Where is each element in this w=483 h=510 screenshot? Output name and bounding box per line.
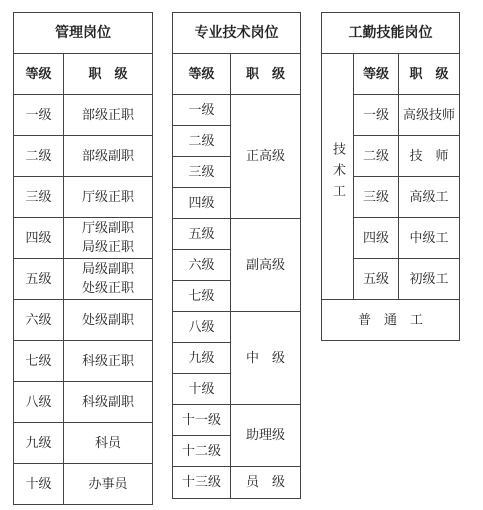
title-line-1: 厅级副职 (81, 221, 134, 236)
group-cell: 员 级 (231, 467, 301, 499)
group-cell: 助理级 (231, 405, 301, 467)
worker-grade-header: 等级 (354, 54, 399, 95)
group-cell: 中 级 (231, 312, 301, 405)
worker-table (321, 12, 460, 341)
table-row (173, 219, 301, 250)
table-row (14, 259, 153, 300)
grade-cell: 九级 (173, 343, 231, 374)
grade-cell: 五级 (354, 259, 399, 300)
grade-cell: 三级 (354, 177, 399, 218)
grade-cell: 六级 (173, 250, 231, 281)
grade-cell: 七级 (14, 341, 64, 382)
grade-cell: 二级 (354, 136, 399, 177)
category-label: 技术工 (330, 142, 345, 205)
table-row (14, 136, 153, 177)
table-row (14, 218, 153, 259)
professional-title: 专业技术岗位 (173, 13, 301, 54)
grade-cell: 六级 (14, 300, 64, 341)
title-cell: 高级技师 (399, 95, 460, 136)
grade-cell: 五级 (173, 219, 231, 250)
title-cell: 高级工 (399, 177, 460, 218)
title-cell: 科员 (64, 423, 153, 464)
grade-cell: 十三级 (173, 467, 231, 499)
grade-cell: 四级 (14, 218, 64, 259)
title-line-1: 局级副职 (81, 262, 134, 277)
table-row (173, 467, 301, 499)
management-table (13, 12, 153, 505)
grade-cell: 三级 (173, 157, 231, 188)
grade-cell: 七级 (173, 281, 231, 312)
grade-cell: 三级 (14, 177, 64, 218)
grade-cell: 十级 (14, 464, 64, 505)
grade-cell: 九级 (14, 423, 64, 464)
general-worker-cell: 普 通 工 (322, 300, 460, 341)
grade-cell: 四级 (354, 218, 399, 259)
professional-title-header: 职 级 (231, 54, 301, 95)
title-cell: 技 师 (399, 136, 460, 177)
table-row (14, 423, 153, 464)
group-cell: 副高级 (231, 219, 301, 312)
grade-cell: 二级 (14, 136, 64, 177)
management-grade-header: 等级 (14, 54, 64, 95)
professional-table (172, 12, 301, 499)
title-cell: 部级正职 (64, 95, 153, 136)
grade-cell: 五级 (14, 259, 64, 300)
title-cell (64, 218, 153, 259)
grade-cell: 八级 (173, 312, 231, 343)
management-title-header: 职 级 (64, 54, 153, 95)
grade-cell: 十二级 (173, 436, 231, 467)
group-cell: 正高级 (231, 95, 301, 219)
title-cell: 初级工 (399, 259, 460, 300)
title-cell: 办事员 (64, 464, 153, 505)
management-title: 管理岗位 (14, 13, 153, 54)
grade-cell: 二级 (173, 126, 231, 157)
category-cell (322, 54, 354, 300)
title-cell: 科级正职 (64, 341, 153, 382)
professional-grade-header: 等级 (173, 54, 231, 95)
grade-cell: 四级 (173, 188, 231, 219)
title-line-2: 处级正职 (81, 281, 134, 296)
grade-cell: 一级 (173, 95, 231, 126)
title-cell: 中级工 (399, 218, 460, 259)
table-row (322, 54, 460, 95)
grade-cell: 十级 (173, 374, 231, 405)
grade-cell: 十一级 (173, 405, 231, 436)
worker-title: 工勤技能岗位 (322, 13, 460, 54)
table-row (173, 405, 301, 436)
table-row (173, 95, 301, 126)
grade-cell: 八级 (14, 382, 64, 423)
title-cell: 部级副职 (64, 136, 153, 177)
title-cell: 科级副职 (64, 382, 153, 423)
worker-title-header: 职 级 (399, 54, 460, 95)
table-row (14, 95, 153, 136)
table-row (14, 300, 153, 341)
title-cell: 厅级正职 (64, 177, 153, 218)
table-row (14, 341, 153, 382)
table-row (14, 382, 153, 423)
table-row (322, 300, 460, 341)
table-row (14, 177, 153, 218)
title-cell: 处级副职 (64, 300, 153, 341)
title-line-2: 局级正职 (81, 240, 134, 255)
table-row (173, 312, 301, 343)
grade-cell: 一级 (14, 95, 64, 136)
table-row (14, 464, 153, 505)
grade-cell: 一级 (354, 95, 399, 136)
title-cell (64, 259, 153, 300)
